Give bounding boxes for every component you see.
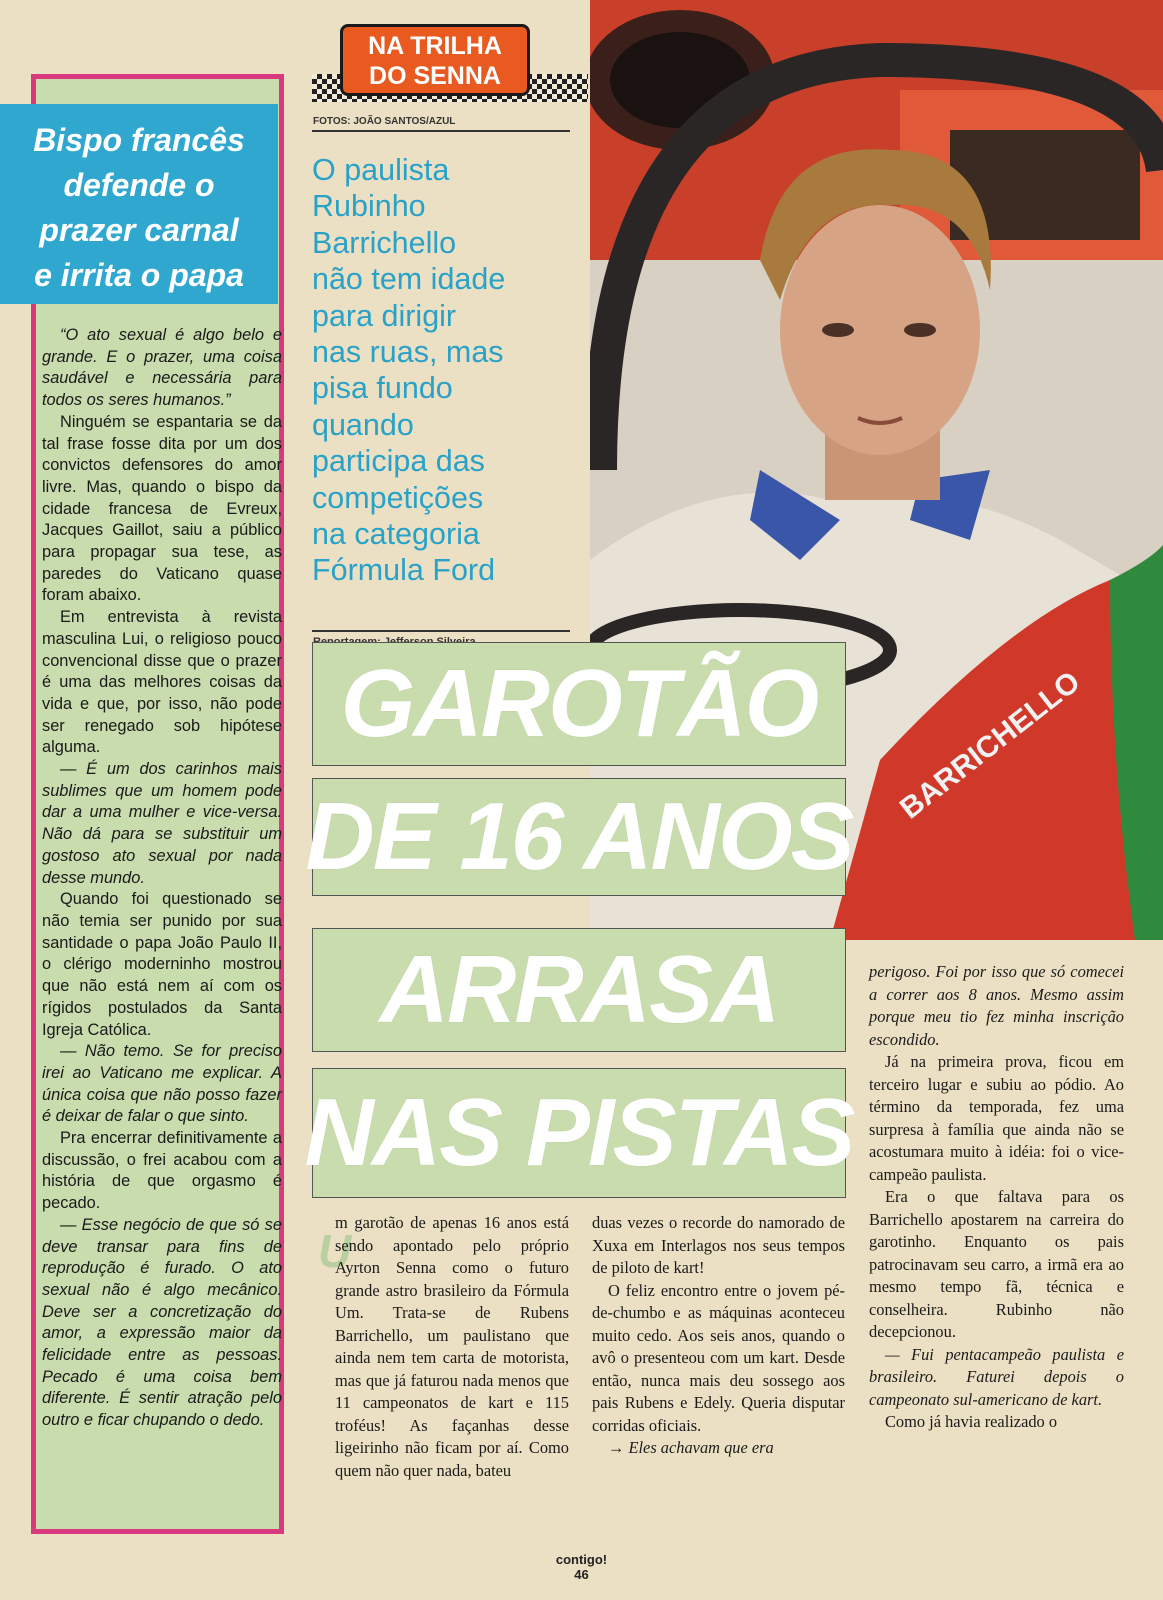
section-label-line: NA TRILHA <box>368 32 502 60</box>
deck-line: Fórmula Ford <box>312 553 496 588</box>
headline-line: NAS PISTAS <box>304 1079 854 1186</box>
sidebar-title-line: defende o <box>63 167 215 203</box>
sidebar-paragraph: Ninguém se espantaria se da tal frase fosse dita por um dos convictos defensores do amor livre. Mas, quando o bispo da cidade francesa de Evreux, Jacques Gaillot, saiu a público para propagar sua tese, as paredes do Vaticano quase foram abaixo. <box>42 412 282 605</box>
article-paragraph: m garotão de apenas 16 anos está sendo apontado pelo próprio Ayrton Senna como o futuro grande astro brasileiro da Fórmula Um. Trata-se de Rubens Barrichello, um paulistano que ainda nem tem carta de motorista, mas que já faturou nada menos que 11 campeonatos de kart e 115 troféus! As façanhas desse ligeirinho não ficam por aí. Como quem não quer nada, bateu <box>335 1213 569 1480</box>
magazine-name: contigo! <box>555 1552 608 1567</box>
section-label-line: DO SENNA <box>369 62 501 90</box>
sidebar-title-line: Bispo francês <box>33 122 245 158</box>
sidebar-paragraph: Quando foi questionado se não temia ser punido por sua santidade o papa João Paulo II, o clérigo moderninho mostrou que não está nem aí com os rígidos postulados da Santa Igreja Católica. <box>42 890 282 1039</box>
article-paragraph: → Eles achavam que era <box>608 1438 774 1457</box>
page-number: 46 <box>574 1567 589 1582</box>
deck-line: para dirigir <box>312 298 457 333</box>
sidebar-paragraph: “O ato sexual é algo belo e grande. E o prazer, uma coisa saudável e necessária para todos os seres humanos.” <box>42 326 282 410</box>
article-paragraph: Já na primeira prova, ficou em terceiro lugar e subiu ao pódio. Ao término da temporada, fez uma surpresa à família que ainda não se acostumara muito à idéia: foi o vice-campeão paulista. <box>869 1052 1124 1184</box>
headline-band <box>312 642 846 766</box>
sidebar-title-line: e irrita o papa <box>34 257 244 293</box>
headline-line: GAROTÃO <box>340 650 818 757</box>
deck-line: não tem idade <box>312 262 506 297</box>
sidebar-paragraph: — É um dos carinhos mais sublimes que um homem pode dar a uma mulher e vice-versa. Não dá para se substituir um gostoso ato sexual por nada desse mundo. <box>42 760 282 887</box>
sidebar-title-line: prazer carnal <box>39 212 239 248</box>
sidebar-paragraph: — Esse negócio de que só se deve transar para fins de reprodução é furado. O ato sexual não é algo mecânico. Deve ser a concretização do amor, a expressão maior da felicidade entre as pessoas. Pecado é uma coisa bem diferente. É sentir atração pelo outro e ficar chupando o dedo. <box>42 1215 282 1430</box>
deck-line: nas ruas, mas <box>312 335 504 370</box>
article-paragraph: Como já havia realizado o <box>885 1412 1058 1431</box>
car-name-label: BARRICHELLO <box>893 665 1087 826</box>
deck-line: Barrichello <box>312 225 457 260</box>
section-label <box>340 24 530 96</box>
article-paragraph: Era o que faltava para os Barrichello apostarem na carreira do garotinho. Enquanto os pais patrocinavam seu carro, a irmã era ao mesmo tempo fã, técnica e conselheira. Rubinho não decepcionou. <box>869 1187 1124 1341</box>
article-paragraph: perigoso. Foi por isso que só comecei a correr aos 8 anos. Mesmo assim porque meu tio fez minha inscrição escondido. <box>869 962 1124 1049</box>
deck-line: competições <box>312 480 484 515</box>
article-paragraph: O feliz encontro entre o jovem pé-de-chumbo e as máquinas aconteceu muito cedo. Aos seis anos, quando o avô o presenteou com um kart. Desde então, nunca mais deu sossego aos pais Rubens e Edely. Queria disputar corridas oficiais. <box>592 1280 845 1435</box>
article-paragraph: — Fui pentacampeão paulista e brasileiro. Faturei depois o campeonato sul-americano de kart. <box>869 1344 1124 1409</box>
deck-line: quando <box>312 407 414 442</box>
deck-line: O paulista <box>312 153 450 187</box>
deck-line: pisa fundo <box>312 371 453 406</box>
divider <box>312 130 570 132</box>
article-column-2 <box>592 1212 845 1460</box>
divider <box>312 630 570 632</box>
headline-line: ARRASA <box>379 936 779 1043</box>
sidebar-paragraph: — Não temo. Se for preciso irei ao Vaticano me explicar. A única coisa que não posso fazer é deixar de falar o que sinto. <box>42 1042 282 1126</box>
drop-cap: U <box>318 1225 352 1277</box>
deck-line: Rubinho <box>312 189 426 224</box>
headline-band <box>312 928 846 1052</box>
sidebar-body <box>42 325 282 1432</box>
photo-credit: FOTOS: JOÃO SANTOS/AZUL <box>313 116 456 127</box>
article-paragraph: duas vezes o recorde do namorado de Xuxa em Interlagos nos seus tempos de piloto de kart! <box>592 1213 845 1277</box>
sidebar-title <box>0 104 278 304</box>
sidebar-paragraph: Pra encerrar definitivamente a discussão, o frei acabou com a história de que orgasmo é pecado. <box>42 1129 282 1213</box>
headline-band <box>304 1068 854 1198</box>
sidebar-paragraph: Em entrevista à revista masculina Lui, o religioso pouco convencional disse que o prazer é uma das melhores coisas da vida e que, por isso, não pode ser renegado sob hipótese alguma. <box>42 608 282 757</box>
page-footer <box>0 1552 1163 1582</box>
article-column-3 <box>869 961 1124 1434</box>
headline-band <box>305 778 853 896</box>
deck-line: participa das <box>312 444 485 479</box>
deck-line: na categoria <box>312 517 480 552</box>
deck-text <box>312 152 582 589</box>
headline-line: DE 16 ANOS <box>305 783 853 890</box>
article-column-1 <box>335 1212 569 1482</box>
